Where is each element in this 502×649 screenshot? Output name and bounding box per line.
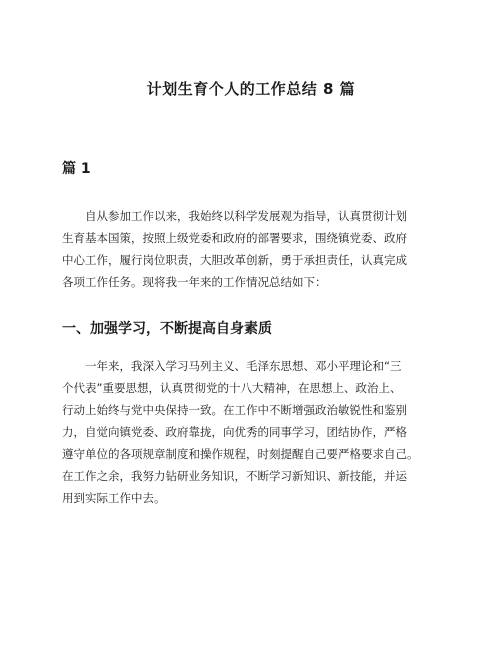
paragraph-line: 一年来，我深入学习马列主义、毛泽东思想、邓小平理论和“三	[62, 359, 402, 373]
paragraph-line: 在工作之余，我努力钻研业务知识，不断学习新知识、新技能，并运	[62, 469, 407, 483]
paragraph-line: 生育基本国策，按照上级党委和政府的部署要求，围绕镇党委、政府	[62, 231, 407, 245]
paragraph-intro	[62, 205, 462, 293]
paragraph-line: 自从参加工作以来，我始终以科学发展观为指导，认真贯彻计划	[62, 209, 407, 223]
paragraph-line: 遵守单位的各项规章制度和操作规程，时刻提醒自己要严格要求自己。	[62, 447, 419, 461]
paragraph-line: 个代表”重要思想，认真贯彻党的十八大精神，在思想上、政治上、	[62, 381, 402, 395]
paragraph-line: 中心工作，履行岗位职责，大胆改革创新，勇于承担责任，认真完成	[62, 253, 407, 267]
paragraph-line: 各项工作任务。现将我一年来的工作情况总结如下：	[62, 275, 327, 289]
paragraph-line: 用到实际工作中去。	[62, 491, 166, 505]
sub-heading: 一、加强学习，不断提高自身素质	[62, 321, 272, 337]
paragraph-line: 行动上始终与党中央保持一致。在工作中不断增强政治敏锐性和鉴别	[62, 403, 407, 417]
document-title: 计划生育个人的工作总结 8 篇	[146, 80, 356, 98]
paragraph-line: 力，自觉向镇党委、政府靠拢，向优秀的同事学习，团结协作，严格	[62, 425, 407, 439]
section-heading: 篇 1	[62, 161, 91, 177]
paragraph-study	[62, 355, 462, 509]
